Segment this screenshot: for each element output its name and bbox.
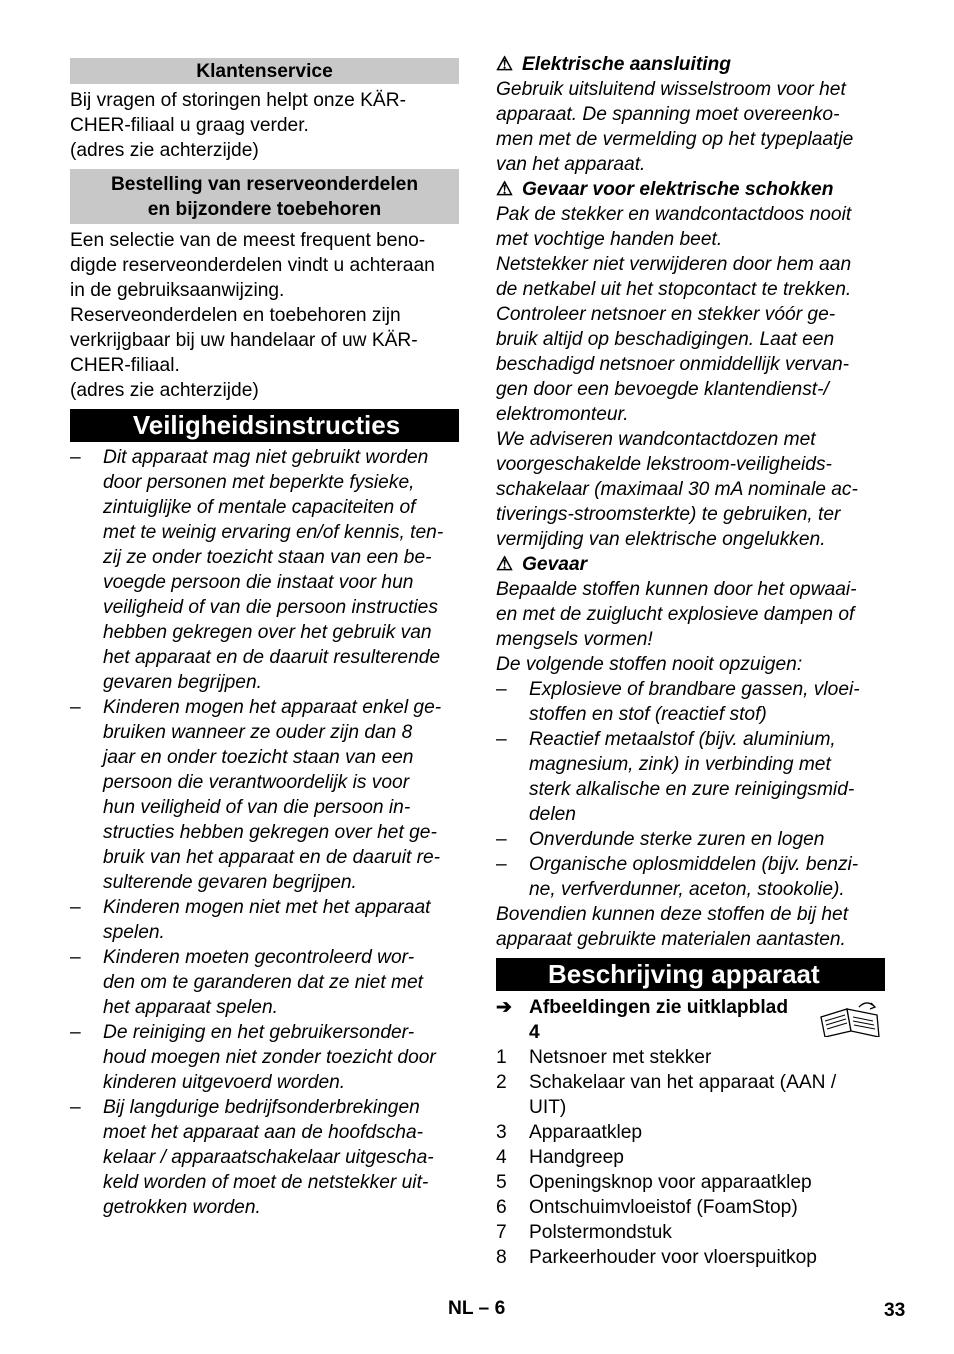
list-item: 5 Openingsknop voor apparaatklep	[496, 1172, 812, 1193]
beschrijving-heading: Beschrijving apparaat	[496, 958, 885, 991]
warning-triangle-icon: ⚠	[496, 179, 514, 200]
left-column	[70, 58, 459, 1220]
list-item: – Reactief metaalstof (bijv. aluminium, magnesium, zink) in verbinding met sterk alkalische en zure reinigingsmid- delen	[496, 727, 885, 827]
schokken-heading: ⚠ Gevaar voor elektrische schokken	[496, 179, 834, 200]
list-item: – Dit apparaat mag niet gebruikt worden door personen met beperkte fysieke, zintuiglijke of mentale capaciteiten of met te weinig ervaring en/of kennis, ten- zij ze onder toezicht staan van een be- voegde persoon die instaat voor hun veiligheid of van die persoon instructies hebben gekregen over het gebruik van het apparaat en de daaruit resulterende gevaren begrijpen.	[70, 445, 459, 695]
list-item: 7 Polstermondstuk	[496, 1222, 672, 1243]
parts-list	[496, 1045, 885, 1270]
warning-triangle-icon: ⚠	[496, 554, 514, 575]
list-item: – Explosieve of brandbare gassen, vloei- stoffen en stof (reactief stof)	[496, 677, 885, 727]
list-item: – De reiniging en het gebruikersonder- houd moegen niet zonder toezicht door kinderen uitgevoerd worden.	[70, 1020, 459, 1095]
gevaar-list	[496, 677, 885, 902]
list-item: – Bij langdurige bedrijfsonderbrekingen moet het apparaat aan de hoofdscha- kelaar / apparaatschakelaar uitgescha- keld worden of moet de netstekker uit- getrokken worden.	[70, 1095, 459, 1220]
veiligheid-list	[70, 445, 459, 1220]
list-item: – Kinderen mogen het apparaat enkel ge- bruiken wanneer ze ouder zijn dan 8 jaar en onder toezicht staan van een persoon die verantwoordelijk is voor hun veiligheid of van die persoon in- structies hebben gekregen over het ge- bruik van het apparaat en de daaruit re- sulterende gevaren begrijpen.	[70, 695, 459, 895]
bestelling-text: Een selectie van de meest frequent beno- digde reserveonderdelen vindt u achteraan in de gebruiksaanwijzing. Reserveonderdelen en toebehoren zijn verkrijgbaar bij uw handelaar of uw KÄR- CHER-filiaal. (adres zie achterzijde)	[70, 230, 435, 401]
footer-section-label: NL – 6	[448, 1298, 506, 1319]
list-item: – Kinderen moeten gecontroleerd wor- den om te garanderen dat ze niet met het apparaat spelen.	[70, 945, 459, 1020]
gevaar-text: Bepaalde stoffen kunnen door het opwaai- en met de zuiglucht explosieve dampen of mengsels vormen! De volgende stoffen nooit opzuigen:	[496, 579, 857, 675]
arrow-right-icon: ➔	[496, 997, 513, 1018]
list-item: 4 Handgreep	[496, 1147, 624, 1168]
elektrisch-heading: ⚠ Elektrische aansluiting	[496, 54, 732, 75]
list-item: 8 Parkeerhouder voor vloerspuitkop	[496, 1247, 817, 1268]
list-item: 6 Ontschuimvloeistof (FoamStop)	[496, 1197, 798, 1218]
elektrisch-text: Gebruik uitsluitend wisselstroom voor het apparaat. De spanning moet overeenko- men met de vermelding op het typeplaatje van het apparaat.	[496, 79, 854, 175]
warning-triangle-icon: ⚠	[496, 54, 514, 75]
list-item: – Kinderen mogen niet met het apparaat spelen.	[70, 895, 459, 945]
book-icon	[817, 997, 883, 1037]
list-item: – Organische oplosmiddelen (bijv. benzi- ne, verfverdunner, aceton, stookolie).	[496, 852, 885, 902]
figure-reference: ➔ Afbeeldingen zie uitklapblad 4	[496, 995, 885, 1045]
klantenservice-text: Bij vragen of storingen helpt onze KÄR- CHER-filiaal u graag verder. (adres zie achterzijde)	[70, 90, 406, 161]
list-item: 3 Apparaatklep	[496, 1122, 643, 1143]
veiligheid-heading: Veiligheidsinstructies	[70, 409, 459, 442]
right-column	[496, 52, 885, 1270]
gevaar-after-text: Bovendien kunnen deze stoffen de bij het apparaat gebruikte materialen aantasten.	[496, 904, 849, 950]
gevaar-heading: ⚠ Gevaar	[496, 554, 588, 575]
schokken-text: Pak de stekker en wandcontactdoos nooit met vochtige handen beet. Netstekker niet verwijderen door hem aan de netkabel uit het stopcontact te trekken. Controleer netsnoer en stekker vóór ge- bruik altijd op beschadigingen. Laat een beschadigd netsnoer onmiddellijk vervan- gen door een bevoegde klantendienst-/ elektromonteur. We adviseren wandcontactdozen met voorgeschakelde lekstroom-veiligheids- schakelaar (maximaal 30 mA nominale ac- tiverings-stroomsterkte) te gebruiken, ter vermijding van elektrische ongelukken.	[496, 204, 858, 550]
bestelling-heading: Bestelling van reserveonderdelen en bijzondere toebehoren	[70, 169, 459, 224]
list-item: 2 Schakelaar van het apparaat (AAN / UIT)	[496, 1072, 837, 1118]
list-item: – Onverdunde sterke zuren en logen	[496, 827, 885, 852]
page-number: 33	[884, 1300, 906, 1321]
klantenservice-heading: Klantenservice	[70, 58, 459, 84]
list-item: 1 Netsnoer met stekker	[496, 1047, 712, 1068]
